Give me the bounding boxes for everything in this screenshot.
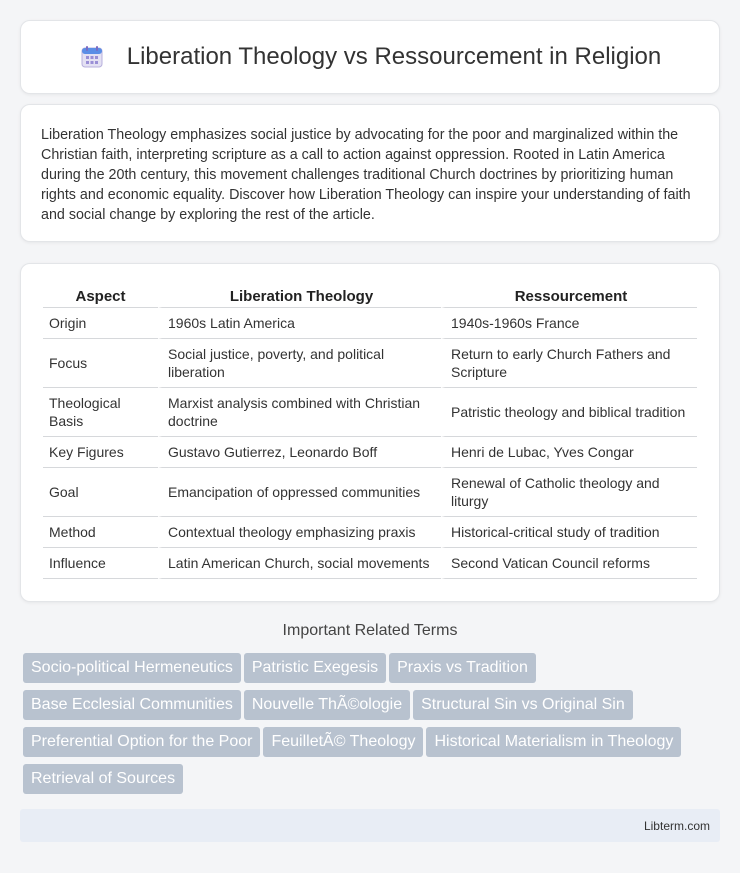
intro-text: Liberation Theology emphasizes social justice by advocating for the poor and marginalized within the Christian faith, interpreting scripture as a call to action against oppression. Rooted in Latin America during the 20th century, this movement challenges traditional Church doctrines by prioritizing human rights and economic equality. Discover how Liberation Theology can inspire your understanding of faith and social change by exploring the rest of the article. [41, 127, 691, 223]
table-row [43, 339, 697, 388]
table-row [43, 308, 697, 339]
row-aspect: Method [43, 517, 158, 548]
row-liberation: 1960s Latin America [158, 308, 441, 339]
row-aspect: Key Figures [43, 437, 158, 468]
related-term-tag[interactable]: FeuilletÃ© Theology [263, 727, 423, 757]
row-ressourcement: Historical-critical study of tradition [441, 517, 697, 548]
footer [20, 809, 720, 842]
row-ressourcement: Henri de Lubac, Yves Congar [441, 437, 697, 468]
related-term-tag[interactable]: Historical Materialism in Theology [426, 727, 681, 757]
row-liberation: Contextual theology emphasizing praxis [158, 517, 441, 548]
row-aspect: Origin [43, 308, 158, 339]
related-term-tag[interactable]: Retrieval of Sources [23, 764, 183, 794]
row-liberation: Marxist analysis combined with Christian doctrine [158, 388, 441, 437]
row-aspect: Goal [43, 468, 158, 517]
table-row [43, 388, 697, 437]
row-aspect: Influence [43, 548, 158, 579]
intro-card [20, 104, 720, 242]
table-row [43, 517, 697, 548]
calendar-icon [79, 44, 105, 70]
footer-site-link[interactable]: Libterm.com [643, 819, 710, 833]
row-aspect: Focus [43, 339, 158, 388]
related-terms-title: Important Related Terms [282, 622, 458, 639]
row-ressourcement: Renewal of Catholic theology and liturgy [441, 468, 697, 517]
table-row [43, 548, 697, 579]
related-term-tag[interactable]: Socio-political Hermeneutics [23, 653, 241, 683]
related-term-tag[interactable]: Base Ecclesial Communities [23, 690, 241, 720]
related-term-tag[interactable]: Nouvelle ThÃ©ologie [244, 690, 410, 720]
page-title: Liberation Theology vs Ressourcement in Religion [126, 43, 662, 70]
row-aspect: Theological Basis [43, 388, 158, 437]
row-liberation: Social justice, poverty, and political liberation [158, 339, 441, 388]
related-term-tag[interactable]: Preferential Option for the Poor [23, 727, 260, 757]
header-ressourcement: Ressourcement [441, 284, 697, 308]
comparison-table [43, 284, 697, 579]
related-term-tag[interactable]: Patristic Exegesis [244, 653, 386, 683]
title-card [20, 20, 720, 94]
row-ressourcement: Patristic theology and biblical tradition [441, 388, 697, 437]
row-liberation: Latin American Church, social movements [158, 548, 441, 579]
table-row [43, 468, 697, 517]
header-aspect: Aspect [43, 284, 158, 308]
related-term-tag[interactable]: Praxis vs Tradition [389, 653, 536, 683]
header-liberation-theology: Liberation Theology [158, 284, 441, 308]
table-header-row [43, 284, 697, 308]
related-terms-list [23, 653, 723, 801]
row-ressourcement: Second Vatican Council reforms [441, 548, 697, 579]
row-ressourcement: 1940s-1960s France [441, 308, 697, 339]
table-row [43, 437, 697, 468]
row-liberation: Emancipation of oppressed communities [158, 468, 441, 517]
row-ressourcement: Return to early Church Fathers and Scripture [441, 339, 697, 388]
row-liberation: Gustavo Gutierrez, Leonardo Boff [158, 437, 441, 468]
related-term-tag[interactable]: Structural Sin vs Original Sin [413, 690, 633, 720]
comparison-table-card [20, 263, 720, 602]
